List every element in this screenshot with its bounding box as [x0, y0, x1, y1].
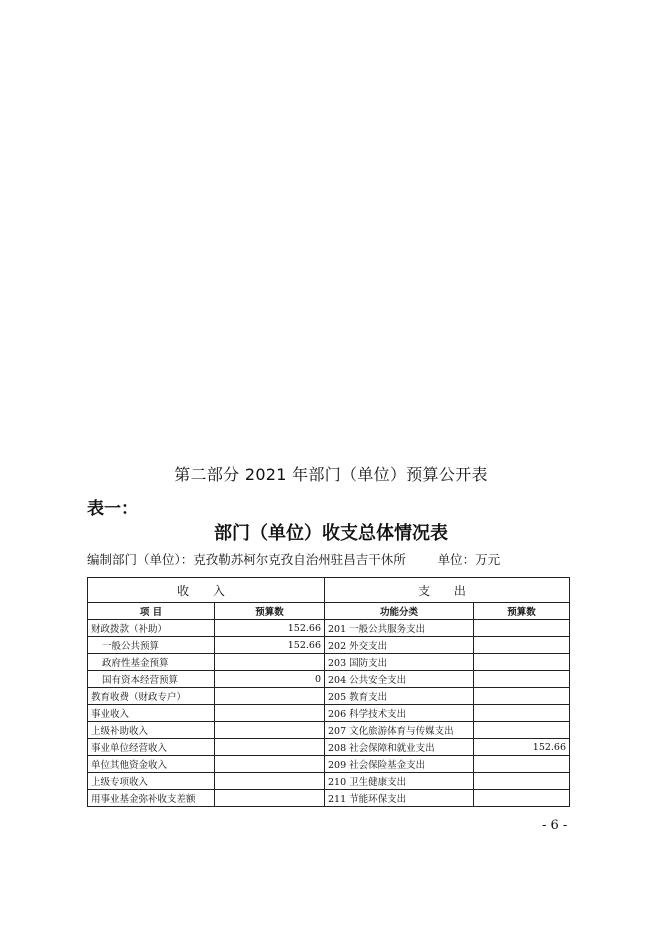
budget-header-expense: 预算数: [474, 603, 570, 620]
expense-amount: [474, 756, 570, 773]
item-header: 项 目: [88, 603, 215, 620]
expense-amount: [474, 620, 570, 637]
expense-amount: 152.66: [474, 739, 570, 756]
header-row-sub: [88, 603, 570, 620]
table-row: [88, 637, 570, 654]
expense-amount: [474, 688, 570, 705]
budget-header-income: 预算数: [215, 603, 325, 620]
unit-label: 单位：万元: [437, 552, 501, 567]
income-item: 国有资本经营预算: [88, 671, 215, 688]
table-row: [88, 790, 570, 807]
table-row: [88, 773, 570, 790]
page-number: - 6 -: [542, 818, 568, 833]
table-row: [88, 654, 570, 671]
income-item: 事业单位经营收入: [88, 739, 215, 756]
income-amount: [215, 705, 325, 722]
expense-function: 208 社会保障和就业支出: [325, 739, 474, 756]
income-item: 一般公共预算: [88, 637, 215, 654]
expense-amount: [474, 671, 570, 688]
table-row: [88, 722, 570, 739]
expense-function: 207 文化旅游体育与传媒支出: [325, 722, 474, 739]
header-row-top: [88, 578, 570, 603]
expense-function: 201 一般公共服务支出: [325, 620, 474, 637]
table-row: [88, 756, 570, 773]
expense-amount: [474, 654, 570, 671]
income-amount: [215, 790, 325, 807]
income-item: 财政拨款（补助）: [88, 620, 215, 637]
function-class-header: 功能分类: [325, 603, 474, 620]
income-item: 教育收费（财政专户）: [88, 688, 215, 705]
income-item: 上级补助收入: [88, 722, 215, 739]
income-item: 政府性基金预算: [88, 654, 215, 671]
income-amount: 0: [215, 671, 325, 688]
expense-function: 202 外交支出: [325, 637, 474, 654]
income-header: 收 入: [88, 578, 325, 603]
expense-function: 209 社会保险基金支出: [325, 756, 474, 773]
income-item: 事业收入: [88, 705, 215, 722]
table-title: 部门（单位）收支总体情况表: [214, 523, 448, 544]
table-row: [88, 739, 570, 756]
table-number: 表一：: [87, 499, 138, 519]
expense-amount: [474, 773, 570, 790]
income-item: 用事业基金弥补收支差额: [88, 790, 215, 807]
expense-amount: [474, 790, 570, 807]
income-item: 单位其他资金收入: [88, 756, 215, 773]
income-item: 上级专项收入: [88, 773, 215, 790]
income-amount: [215, 688, 325, 705]
part-title: 第二部分 2021 年部门（单位）预算公开表: [174, 465, 488, 484]
expense-header: 支 出: [325, 578, 570, 603]
compile-line: [87, 550, 500, 568]
income-amount: [215, 722, 325, 739]
budget-table: [87, 577, 570, 807]
income-amount: [215, 756, 325, 773]
expense-function: 205 教育支出: [325, 688, 474, 705]
expense-function: 204 公共安全支出: [325, 671, 474, 688]
income-amount: [215, 654, 325, 671]
table-row: [88, 620, 570, 637]
table-row: [88, 705, 570, 722]
table-row: [88, 671, 570, 688]
expense-function: 211 节能环保支出: [325, 790, 474, 807]
income-amount: 152.66: [215, 637, 325, 654]
table-row: [88, 688, 570, 705]
expense-amount: [474, 722, 570, 739]
expense-function: 210 卫生健康支出: [325, 773, 474, 790]
expense-amount: [474, 637, 570, 654]
expense-function: 203 国防支出: [325, 654, 474, 671]
income-amount: [215, 739, 325, 756]
income-amount: 152.66: [215, 620, 325, 637]
expense-amount: [474, 705, 570, 722]
compile-dept: 编制部门（单位）：克孜勒苏柯尔克孜自治州驻昌吉干休所: [87, 552, 406, 567]
expense-function: 206 科学技术支出: [325, 705, 474, 722]
income-amount: [215, 773, 325, 790]
